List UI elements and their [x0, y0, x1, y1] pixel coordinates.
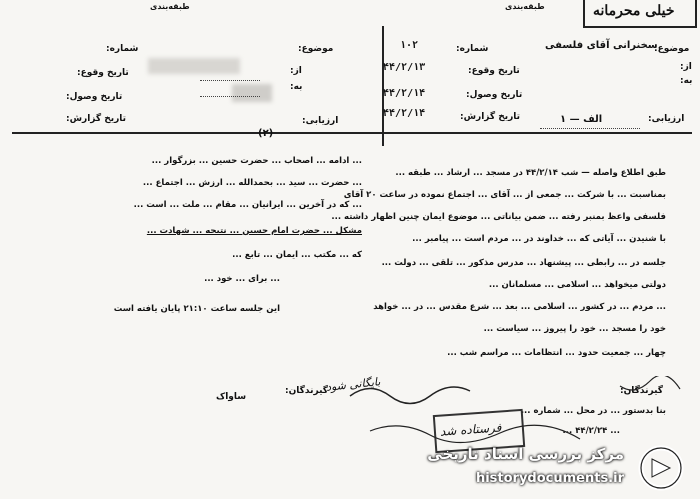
date-report-label-left: تاریخ گزارش: — [66, 114, 127, 124]
right-line-8: خود را مسجد ... خود را پیروز ... سیاست ... — [483, 324, 666, 334]
number-value-right: ۱۰۲ — [400, 40, 419, 51]
subject-label-left: موضوع: — [298, 44, 334, 54]
received-stamp-text: فرستاده شد — [439, 420, 502, 439]
right-line-6: دولتی میخواهد ... اسلامی ... مسلمانان ... — [488, 280, 666, 290]
watermark — [422, 439, 692, 495]
classification-stamp — [583, 0, 697, 28]
left-dots-2 — [200, 96, 260, 97]
column-divider — [382, 26, 384, 146]
distribution-value-left: ساواک — [216, 392, 247, 402]
header-bottom-rule — [12, 132, 692, 134]
source-value-right: الف — ۱ — [560, 114, 603, 125]
date-report-value-right: ۴۴/۲/۱۴ — [383, 108, 426, 119]
number-label-left: شماره: — [106, 44, 139, 54]
handwritten-note-1: بایگانی شود — [325, 375, 381, 394]
source-label-right: ارزیابی: — [648, 114, 685, 124]
right-line-9: چهار ... جمعیت حدود ... انتظامات ... مراسم شب ... — [447, 348, 666, 358]
number-label-right: شماره: — [456, 44, 489, 54]
date-report-label-right: تاریخ گزارش: — [460, 112, 521, 122]
left-line-1: ... ادامه ... اصحاب ... حضرت حسین ... بزرگوار ... — [151, 156, 362, 166]
to-label-left: به: — [290, 82, 303, 92]
page-number: (۲) — [258, 128, 274, 139]
date-event-value-right: ۴۴/۲/۱۳ — [383, 62, 426, 73]
watermark-line-1: مرکز بررسی اسناد تاریخی — [427, 445, 624, 463]
source-label-left: ارزیابی: — [302, 116, 339, 126]
subject-label-right: موضوع: — [654, 44, 690, 54]
redacted-field — [148, 58, 240, 74]
left-dots-1 — [200, 80, 260, 81]
top-mark-left: طبقه‌بندی — [150, 2, 190, 11]
footnote-line-2: ... ۴۴/۲/۲۴ ... — [562, 426, 620, 436]
right-line-1: طبق اطلاع واصله — شب ۴۴/۲/۱۴ در مسجد ... ارشاد ... طبقه ... — [395, 168, 666, 178]
distribution-label-left: گیرندگان: — [285, 386, 328, 396]
date-received-value-right: ۴۴/۲/۱۴ — [383, 88, 426, 99]
date-event-label-right: تاریخ وقوع: — [468, 66, 520, 76]
left-line-6: ... برای ... خود ... — [204, 274, 280, 284]
from-label-right: از: — [680, 62, 692, 72]
date-event-label-left: تاریخ وقوع: — [77, 68, 129, 78]
subject-value-right: سخنرانی آقای فلسفی — [545, 40, 658, 51]
date-received-label-left: تاریخ وصول: — [66, 92, 123, 102]
classification-stamp-text: خیلی محرمانه — [593, 3, 675, 19]
distribution-label-right: گیرندگان: — [620, 386, 663, 396]
date-received-label-right: تاریخ وصول: — [466, 90, 523, 100]
right-line-2: بمناسبت ... با شرکت ... جمعی از ... آقای ... اجتماع نموده در ساعت ۲۰ آقای — [343, 190, 666, 200]
footnote-line-1: بنا بدستور ... در محل ... شماره ... — [520, 406, 666, 416]
redacted-field-2 — [232, 84, 272, 102]
watermark-line-2: historydocuments.ir — [475, 471, 624, 486]
watermark-logo-icon — [638, 445, 684, 491]
left-line-4: مشکل ... حضرت امام حسین ... نتیجه ... شهادت ... — [146, 226, 362, 236]
right-line-4: با شنیدن ... آیاتی که ... خداوند در ... مردم است ... پیامبر ... — [412, 234, 666, 244]
left-line-5: که ... مکتب ... ایمان ... تابع ... — [232, 250, 362, 260]
right-line-7: ... مردم ... در کشور ... اسلامی ... بعد ... شرع مقدس ... در ... خواهد — [373, 302, 666, 312]
to-label-right: به: — [680, 76, 693, 86]
left-line-2: ... حضرت ... سید ... بحمدالله ... ارزش ... اجتماع ... — [142, 178, 362, 188]
left-line-7: این جلسه ساعت ۲۱:۱۰ پایان یافته است — [113, 304, 280, 314]
source-dots — [540, 128, 640, 129]
right-line-3: فلسفی واعظ بمنبر رفته ... ضمن بیاناتی ... موضوع ایمان چنین اظهار داشته ... — [331, 212, 666, 222]
top-mark-right: طبقه‌بندی — [505, 2, 545, 11]
from-label-left: از: — [290, 66, 302, 76]
left-line-3: ... که در آخرین ... ایرانیان ... مقام ... ملت ... است ... — [133, 200, 362, 210]
right-line-5: جلسه در ... رابطی ... پیشنهاد ... مدرس مذکور ... تلقی ... دولت ... — [381, 258, 666, 268]
